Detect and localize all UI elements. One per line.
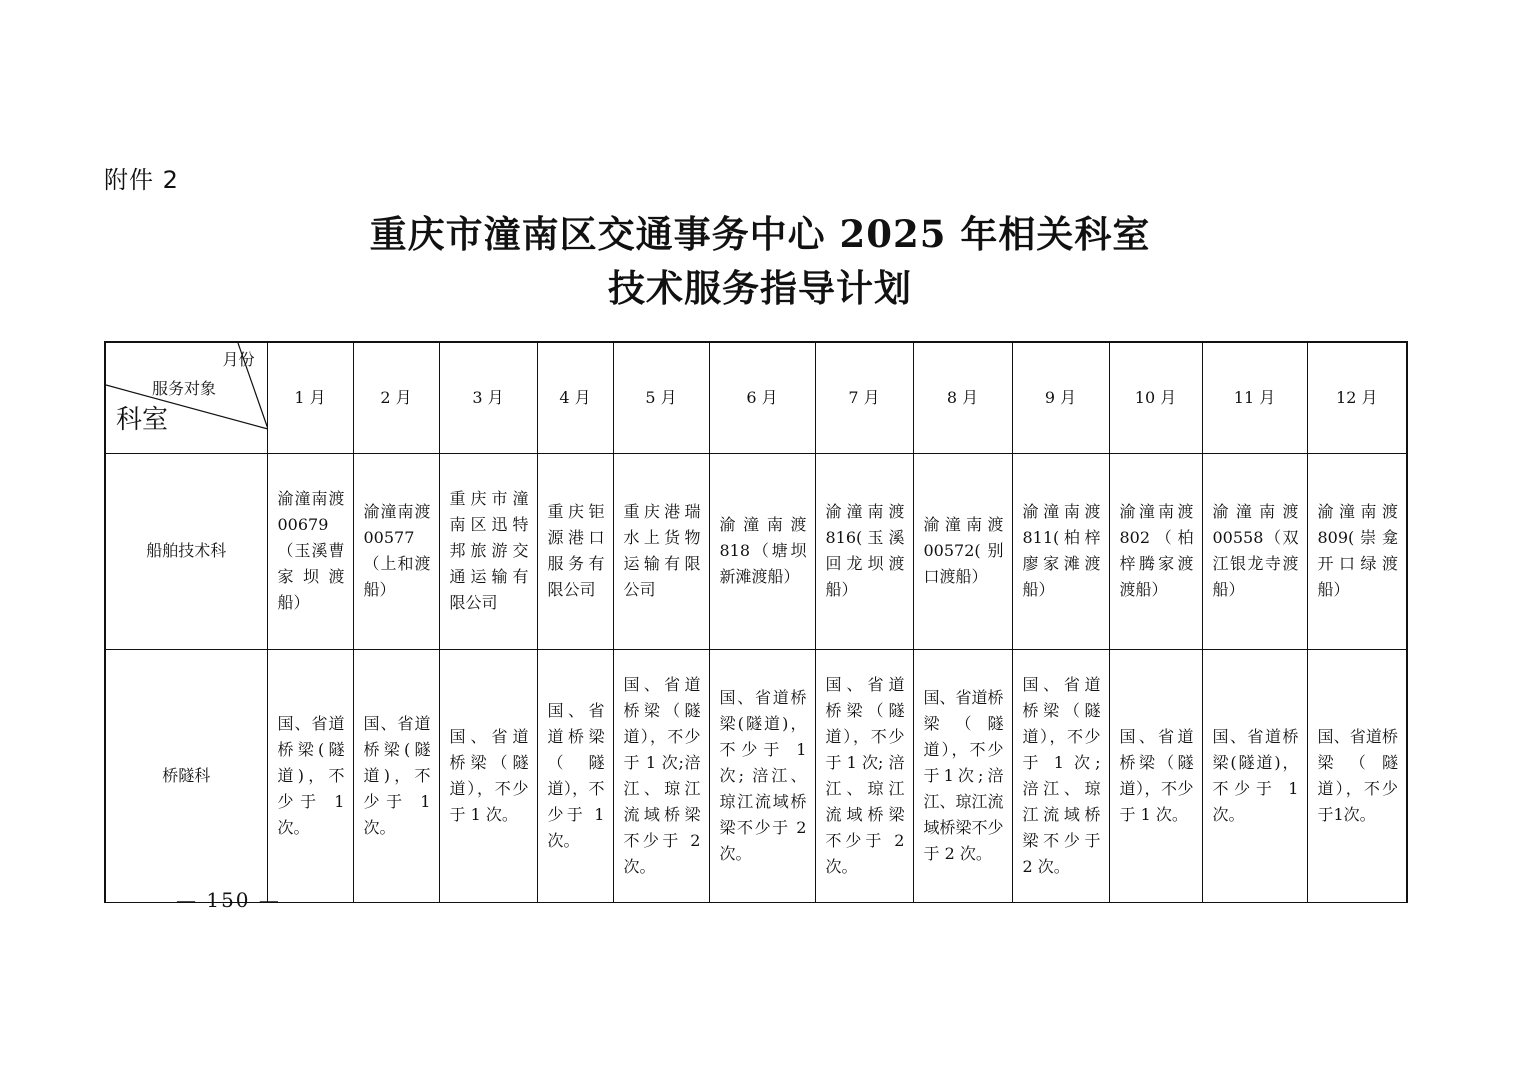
table-row <box>105 649 1407 902</box>
plan-cell-text: 国、省道桥梁（隧道），不少于 1 次。 <box>449 726 529 824</box>
plan-cell <box>537 453 613 649</box>
plan-cell <box>913 453 1012 649</box>
plan-cell <box>709 649 815 902</box>
plan-cell-text: 渝潼南渡818（塘坝新滩渡船） <box>719 515 807 586</box>
plan-cell <box>1109 649 1202 902</box>
plan-cell-text: 国、省道桥梁（隧道），不少于 1 次; 涪江、琼江流域桥梁不少于 2 次。 <box>1022 674 1101 876</box>
plan-cell-text: 国、省道桥梁(隧道)，不少于 1 次。 <box>363 713 431 837</box>
page-number: — 150 — <box>176 888 281 912</box>
plan-cell-text: 国、省道桥梁（隧道），不少于 1 次;涪江、琼江流域桥梁不少于 2 次。 <box>623 674 701 876</box>
plan-cell <box>1307 453 1407 649</box>
plan-cell-text: 重庆港瑞水上货物运输有限公司 <box>623 502 701 599</box>
plan-cell-text: 渝潼南渡 802（柏梓腾家渡渡船） <box>1119 502 1194 599</box>
plan-cell <box>1012 649 1109 902</box>
plan-cell <box>613 649 709 902</box>
plan-cell-text: 国、省道桥梁（隧道），不少于 1 次。 <box>547 700 605 850</box>
plan-cell-text: 国、省道桥梁(隧道)，不少于 1 次。 <box>1212 726 1299 824</box>
month-header-2: 2 月 <box>353 342 439 453</box>
month-header-12: 12 月 <box>1307 342 1407 453</box>
plan-cell <box>1202 453 1307 649</box>
corner-header-cell <box>105 342 267 453</box>
month-header-6: 6 月 <box>709 342 815 453</box>
service-plan-table <box>104 341 1408 903</box>
plan-cell <box>353 649 439 902</box>
document-title-line-2: 技术服务指导计划 <box>608 266 912 310</box>
plan-cell <box>439 649 537 902</box>
plan-cell <box>1109 453 1202 649</box>
plan-cell-text: 渝潼南渡00572(别口渡船） <box>923 515 1004 586</box>
plan-cell-text: 渝潼南渡00558（双江银龙寺渡船） <box>1212 502 1299 599</box>
plan-cell <box>815 453 913 649</box>
plan-cell <box>1202 649 1307 902</box>
corner-target-label: 服务对象 <box>152 379 217 398</box>
plan-cell <box>913 649 1012 902</box>
plan-cell-text: 重庆钜源港口服务有限公司 <box>547 502 605 599</box>
plan-cell-text: 国、省道桥梁（隧道），不少于 1 次; 涪江、琼江流域桥梁不少于 2 次。 <box>825 674 905 876</box>
corner-dept-label: 科室 <box>116 405 169 435</box>
dept-cell-bridge-tunnel: 桥隧科 <box>105 649 267 902</box>
plan-cell <box>353 453 439 649</box>
month-header-8: 8 月 <box>913 342 1012 453</box>
plan-cell-text: 渝潼南渡00679（玉溪曹家坝渡船） <box>277 489 345 612</box>
plan-cell-text: 国、省道桥梁（隧道），不少于1次;涪江、琼江流域桥梁不少于 2 次。 <box>923 687 1004 863</box>
month-header-4: 4 月 <box>537 342 613 453</box>
month-header-3: 3 月 <box>439 342 537 453</box>
month-header-11: 11 月 <box>1202 342 1307 453</box>
plan-cell <box>267 453 353 649</box>
attachment-label: 附件 2 <box>104 166 179 194</box>
plan-cell-text: 国、省道桥梁（隧道），不少于 1 次。 <box>1119 726 1194 824</box>
plan-cell-text: 国、省道桥梁(隧道)，不少于 1 次。 <box>277 713 345 837</box>
plan-cell-text: 渝潼南渡809(崇龛开口绿渡船） <box>1317 502 1398 599</box>
plan-cell <box>1307 649 1407 902</box>
month-header-7: 7 月 <box>815 342 913 453</box>
plan-cell <box>1012 453 1109 649</box>
plan-cell <box>815 649 913 902</box>
plan-cell-text: 国、省道桥梁(隧道)，不少于 1 次; 涪江、琼江流域桥梁不少于 2 次。 <box>719 687 807 863</box>
plan-cell <box>267 649 353 902</box>
plan-cell <box>537 649 613 902</box>
plan-cell-text: 重庆市潼南区迅特邦旅游交通运输有限公司 <box>449 489 529 612</box>
month-header-10: 10 月 <box>1109 342 1202 453</box>
plan-cell-text: 渝潼南渡00577（上和渡船） <box>363 502 431 599</box>
plan-cell <box>613 453 709 649</box>
month-header-5: 5 月 <box>613 342 709 453</box>
plan-cell-text: 渝潼南渡811(柏梓廖家滩渡船） <box>1022 502 1101 599</box>
corner-month-label: 月份 <box>222 350 255 369</box>
plan-cell <box>709 453 815 649</box>
table-row <box>105 453 1407 649</box>
month-header-9: 9 月 <box>1012 342 1109 453</box>
plan-cell-text: 国、省道桥梁（隧道），不少于1次。 <box>1317 726 1398 824</box>
plan-cell <box>439 453 537 649</box>
month-header-1: 1 月 <box>267 342 353 453</box>
plan-cell-text: 渝潼南渡816(玉溪回龙坝渡船） <box>825 502 905 599</box>
dept-cell-ship: 船舶技术科 <box>105 453 267 649</box>
document-title-line-1: 重庆市潼南区交通事务中心 2025 年相关科室 <box>369 212 1151 256</box>
table-header-row <box>105 342 1407 453</box>
